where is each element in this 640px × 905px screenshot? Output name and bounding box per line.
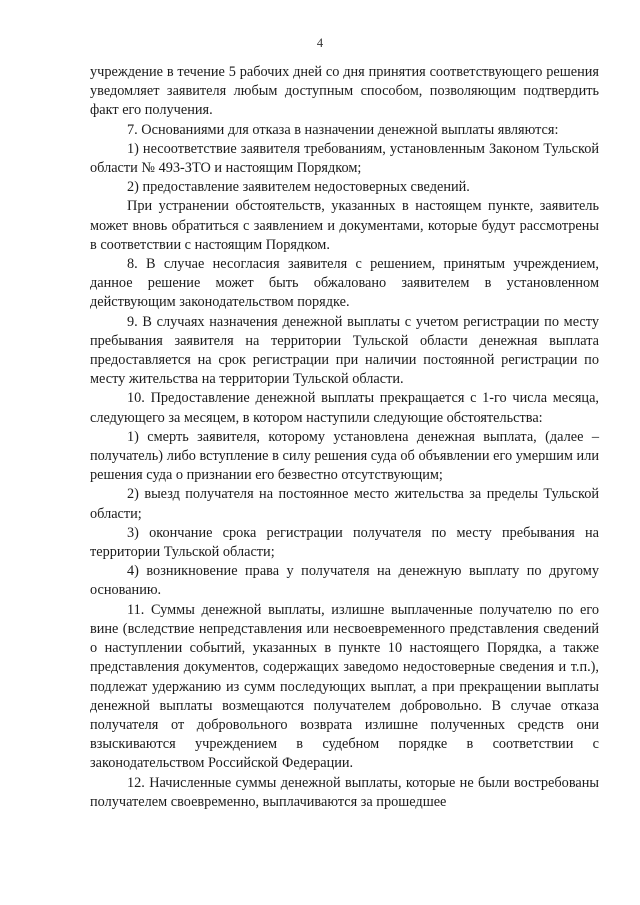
paragraph-clause-8: 8. В случае несогласия заявителя с решением, принятым учреждением, данное решение может быть обжаловано заявителем в установленном действующим законодательством порядке. (90, 256, 599, 311)
paragraph-clause-7-item-2: 2) предоставление заявителем недостоверных сведений. (127, 179, 470, 196)
paragraph-clause-10-item-3: 3) окончание срока регистрации получателя по месту пребывания на территории Тульской области; (90, 524, 599, 561)
paragraph-clause-7: 7. Основаниями для отказа в назначении денежной выплаты являются: (127, 121, 559, 138)
document-body (90, 63, 599, 812)
paragraph-clause-10: 10. Предоставление денежной выплаты прекращается с 1-го числа месяца, следующего за месяцем, в котором наступили следующие обстоятельства: (90, 390, 599, 426)
paragraph-clause-7-note: При устранении обстоятельств, указанных в настоящем пункте, заявитель может вновь обратиться с заявлением и документами, которые будут рассмотрены в соответствии с настоящим Порядком. (90, 198, 599, 253)
paragraph-clause-9: 9. В случаях назначения денежной выплаты с учетом регистрации по месту пребывания заявителя на территории Тульской области денежная выплата предоставляется на срок регистрации при наличии постоянной регистрации по месту жительства на территории Тульской области. (90, 313, 599, 388)
paragraph-clause-12: 12. Начисленные суммы денежной выплаты, которые не были востребованы получателем своевременно, выплачиваются за прошедшее (90, 774, 599, 810)
paragraph-clause-10-item-4: 4) возникновение права у получателя на денежную выплату по другому основанию. (90, 563, 599, 599)
paragraph-clause-10-item-1: 1) смерть заявителя, которому установлена денежная выплата, (далее – получатель) либо вступление в силу решения суда об объявлении его умершим или решения суда о признании его безвестно отсутствующим; (90, 428, 599, 484)
paragraph-clause-10-item-2: 2) выезд получателя на постоянное место жительства за пределы Тульской области; (90, 486, 599, 522)
page-number: 4 (316, 36, 324, 50)
paragraph-continuation: учреждение в течение 5 рабочих дней со дня принятия соответствующего решения уведомляет заявителя любым доступным способом, позволяющим подтвердить факт его получения. (90, 64, 599, 119)
paragraph-clause-11: 11. Суммы денежной выплаты, излишне выплаченные получателю по его вине (вследствие непредставления или несвоевременного представления сведений о наступлении событий, указанных в пункте 10 настоящего Порядка, а также представления документов, содержащих заведомо недостоверные сведения и т.п.), подлежат удержанию из сумм последующих выплат, а при прекращении выплаты денежной выплаты возмещаются получателем добровольно. В случае отказа получателя от добровольного возврата излишне полученных средств они взыскиваются учреждением в судебном порядке в соответствии с законодательством Российской Федерации. (90, 601, 599, 772)
paragraph-clause-7-item-1: 1) несоответствие заявителя требованиям, установленным Законом Тульской области № 493-ЗТО и настоящим Порядком; (90, 140, 599, 177)
